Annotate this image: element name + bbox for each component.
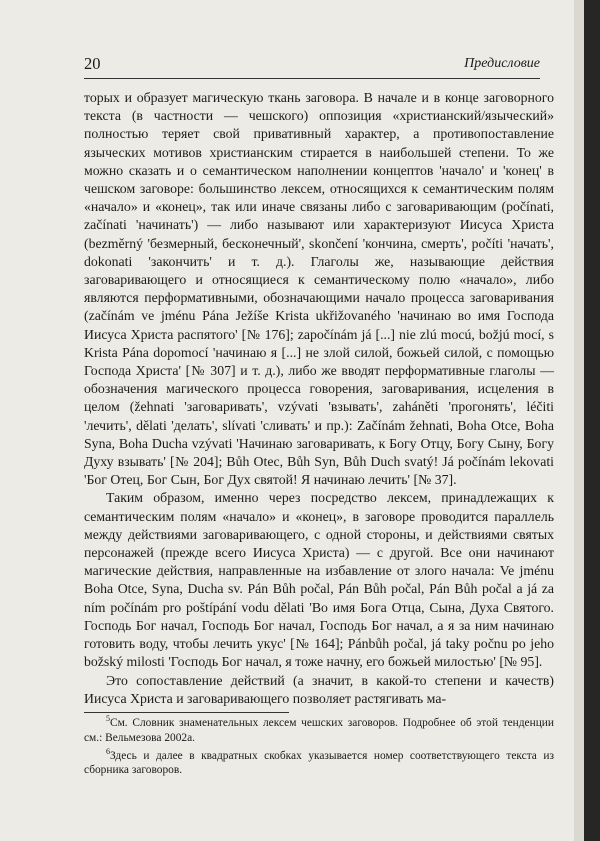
- footnote: [84, 716, 554, 746]
- paragraph-text: торых и образует магическую ткань заговора. В начале и в конце заговорного текста (в частности — чешского) оппозиция «христианский/языческий» полностью теряет свой привативный характер, а противопоставление языческих мотивов христианским стирается в наибольшей степени. То же можно сказать и о семантическом наполнении концептов 'начало' и 'конец' в чешском заговоре: большинство лексем, относящихся к семантическим полям «начало» и «конец», так или иначе связаны либо с заговаривающим (počínati, začínati 'начинать') — либо называют или характеризуют Иисуса Христа (bezměrný 'безмерный, бесконечный', skončení 'кончина, смерть', počíti 'начать', dokonati 'закончить' и т. д.). Глаголы же, называющие действия заговаривающего и относящиеся к семантическому полю «начало», либо являются перформативными, обозначающими начало процесса заговаривания (začínám ve jménu Pána Ježíše Krista ukřižovaného 'начинаю во имя Господа Иисуса Христа распятого' [№ 176]; započínám já [...] nie zlú mocú, božjú mocí, s Krista Pána dopomocí 'начинаю я [...] не злой силой, божьей силой, с помощью Господа Христа' [№ 307] и т. д.), либо же вводят перформативные глаголы — обозначения магического процесса говорения, заговаривания, исцеления в целом (žehnati 'заговаривать', vzývati 'взывать', zaháněti 'прогонять', léčiti 'лечить', dělati 'делать', slívati 'сливать' и пр.): Začínám žehnati, Boha Otce, Boha Syna, Boha Ducha vzývati 'Начинаю заговаривать, к Богу Отцу, Богу Сыну, Богу Духу взывать' [№ 204]; Bůh Otec, Bůh Syn, Bůh Duch svatý! Já počínám lekovati 'Бог Отец, Бог Сын, Бог Дух святой! Я начинаю лечить' [№ 37].: [84, 90, 554, 488]
- paragraph-text: Таким образом, именно через посредство лексем, принадлежащих к семантическим полям «начало» и «конец», в заговоре проводится параллель между действиями заговаривающего, с одной стороны, и действиями святых персонажей (прежде всего Иисуса Христа) — с другой. Все они начинают магические действия, направленные на избавление от злого начала: Ve jménu Boha Otce, Syna, Ducha sv. Pán Bůh počal, Pán Bůh počal, Pán Bůh počal a já za ním počínám pro poštípání vodu dělati 'Во имя Бога Отца, Сына, Духа Святого. Господь Бог начал, Господь Бог начал, Господь Бог начал, а я за ним начинаю готовить воду, чтобы лечить укус' [№ 164]; Pánbůh počal, já taky počnu po jeho božský milosti 'Господь Бог начал, я тоже начну, его божьей милостью' [№ 95].: [84, 490, 554, 670]
- paragraph: [84, 489, 554, 671]
- main-text: [84, 89, 554, 708]
- paragraph: [84, 672, 554, 708]
- footnotes: [84, 716, 554, 781]
- paragraph-text: Это сопоставление действий (а значит, в какой-то степени и качеств) Иисуса Христа и заговаривающего позволяет растягивать ма-: [84, 672, 554, 706]
- footnote-divider: [84, 712, 289, 713]
- footnote-number: 6: [106, 746, 110, 756]
- footnote-text: Здесь и далее в квадратных скобках указывается номер соответствующего текста из сборника заговоров.: [84, 749, 554, 777]
- page-number: 20: [84, 54, 101, 73]
- running-title: Предисловие: [464, 56, 540, 71]
- page-edge: [574, 0, 584, 841]
- footnote: [84, 746, 554, 779]
- footnote-number: 5: [106, 714, 110, 724]
- paragraph: [84, 89, 554, 489]
- footnote-text: См. Словник знаменательных лексем чешских заговоров. Подробнее об этой тенденции см.: Вельмезова 2002а.: [84, 717, 554, 744]
- page-header: [84, 50, 540, 79]
